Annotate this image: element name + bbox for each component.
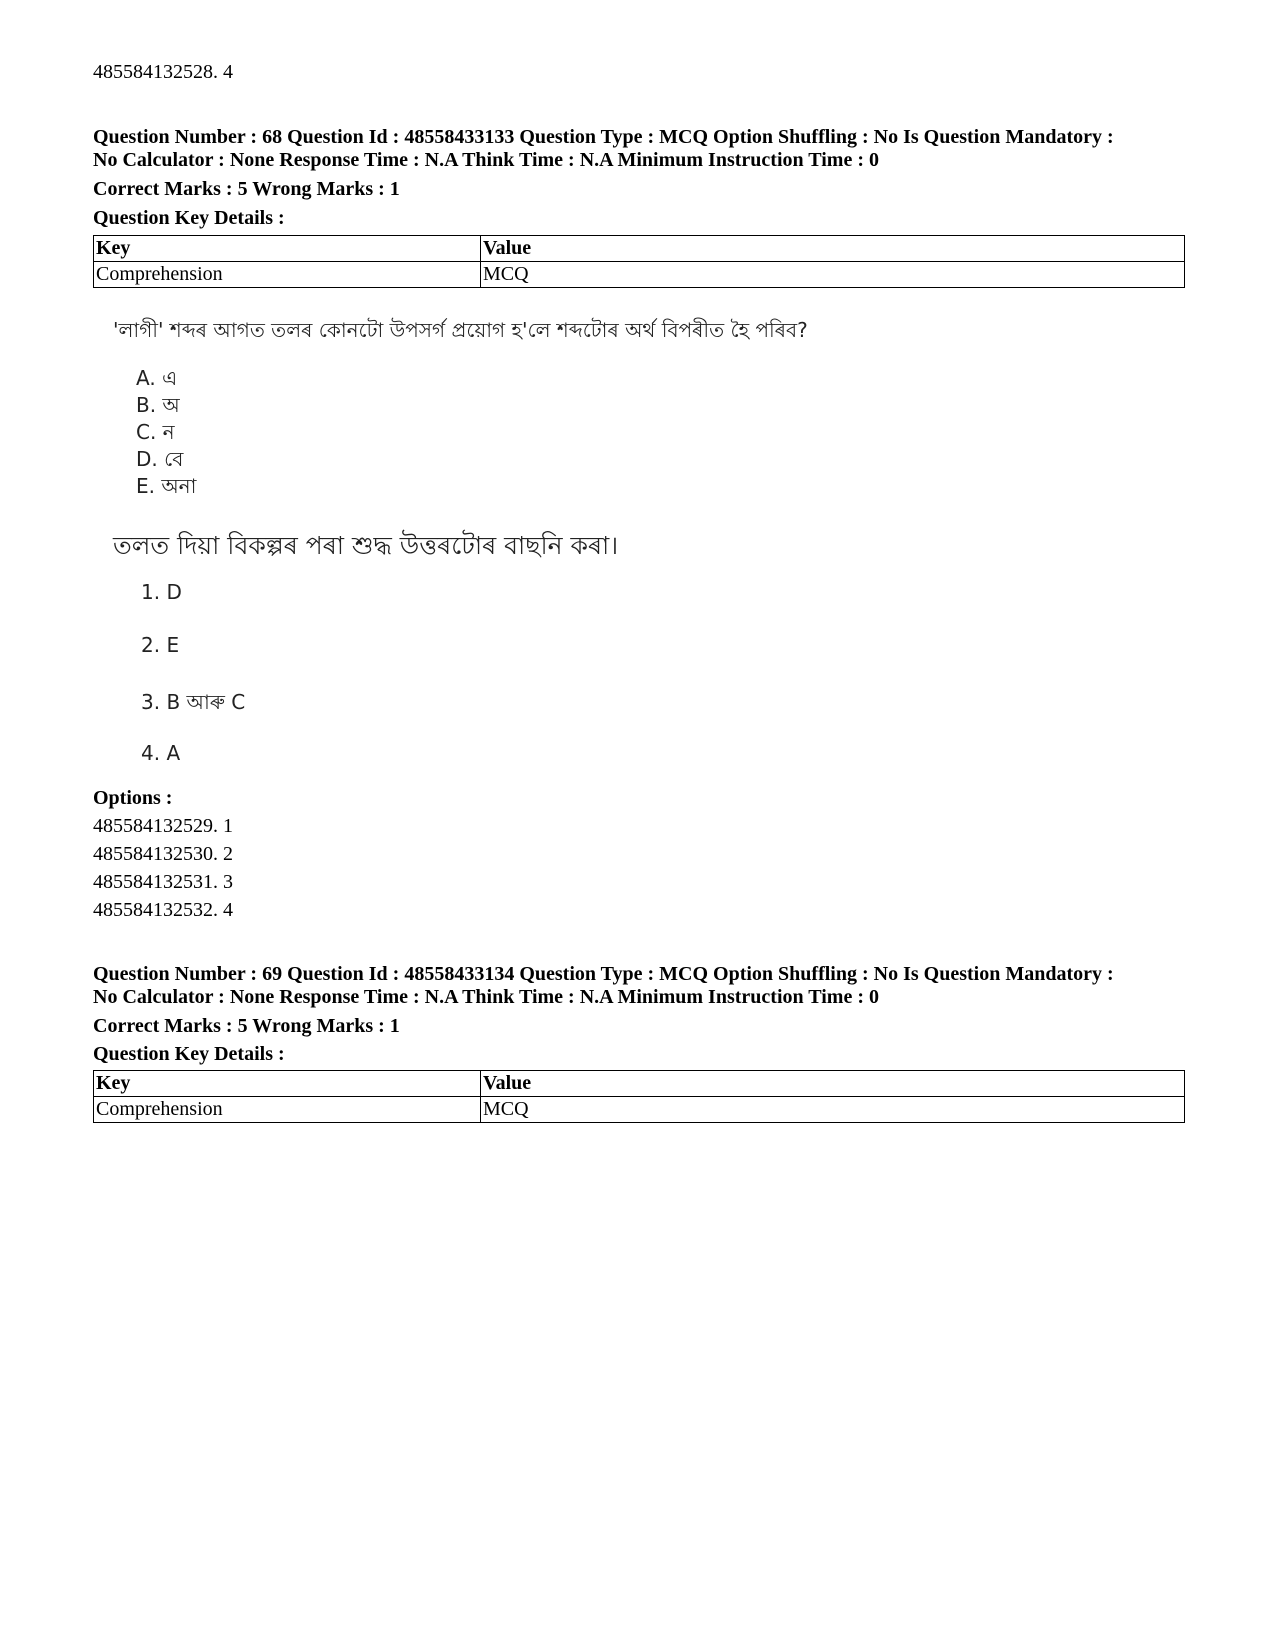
- list-item: 1. D: [141, 580, 182, 604]
- q69-key-details-table: [93, 1070, 1185, 1123]
- option-id: 485584132530. 2: [93, 843, 233, 865]
- q69-marks: Correct Marks : 5 Wrong Marks : 1: [93, 1015, 400, 1037]
- table-header-row: [94, 1071, 1185, 1097]
- q68-options-label: Options :: [93, 787, 173, 809]
- q68-meta-line-2: No Calculator : None Response Time : N.A Think Time : N.A Minimum Instruction Time : 0: [93, 149, 879, 171]
- q69-meta-line-1: Question Number : 69 Question Id : 48558433134 Question Type : MCQ Option Shuffling : No Is Question Mandatory :: [93, 963, 1114, 985]
- option-id: 485584132529. 1: [93, 815, 233, 837]
- option-id: 485584132531. 3: [93, 871, 233, 893]
- list-item: B. অ: [136, 393, 180, 417]
- q68-instruction: তলত দিয়া বিকল্পৰ পৰা শুদ্ধ উত্তৰটোৰ বাছনি কৰা।: [113, 531, 619, 560]
- list-item: A. এ: [136, 366, 178, 390]
- table-cell-key: Comprehension: [94, 262, 481, 288]
- table-header-key: Key: [94, 1071, 481, 1097]
- list-item: C. ন: [136, 420, 175, 444]
- q69-meta-line-2: No Calculator : None Response Time : N.A Think Time : N.A Minimum Instruction Time : 0: [93, 986, 879, 1008]
- q68-meta-line-1: Question Number : 68 Question Id : 48558433133 Question Type : MCQ Option Shuffling : No Is Question Mandatory :: [93, 126, 1114, 148]
- q69-key-details-label: Question Key Details :: [93, 1043, 285, 1065]
- list-item: 2. E: [141, 633, 180, 657]
- table-cell-value: MCQ: [481, 1097, 1185, 1123]
- table-header-value: Value: [481, 1071, 1185, 1097]
- q68-question-text: 'লাগী' শব্দৰ আগত তলৰ কোনটো উপসৰ্গ প্ৰয়োগ হ'লে শব্দটোৰ অৰ্থ বিপৰীত হৈ পৰিব?: [113, 318, 808, 342]
- table-row: [94, 1097, 1185, 1123]
- list-item: E. অনা: [136, 474, 197, 498]
- table-header-value: Value: [481, 236, 1185, 262]
- q68-key-details-table: [93, 235, 1185, 288]
- table-cell-key: Comprehension: [94, 1097, 481, 1123]
- table-row: [94, 262, 1185, 288]
- list-item: 3. B আৰু C: [141, 690, 246, 714]
- list-item: D. বে: [136, 447, 184, 471]
- previous-option-id: 485584132528. 4: [93, 61, 233, 83]
- list-item: 4. A: [141, 741, 181, 765]
- q68-key-details-label: Question Key Details :: [93, 207, 285, 229]
- table-cell-value: MCQ: [481, 262, 1185, 288]
- table-header-key: Key: [94, 236, 481, 262]
- q68-marks: Correct Marks : 5 Wrong Marks : 1: [93, 178, 400, 200]
- table-header-row: [94, 236, 1185, 262]
- option-id: 485584132532. 4: [93, 899, 233, 921]
